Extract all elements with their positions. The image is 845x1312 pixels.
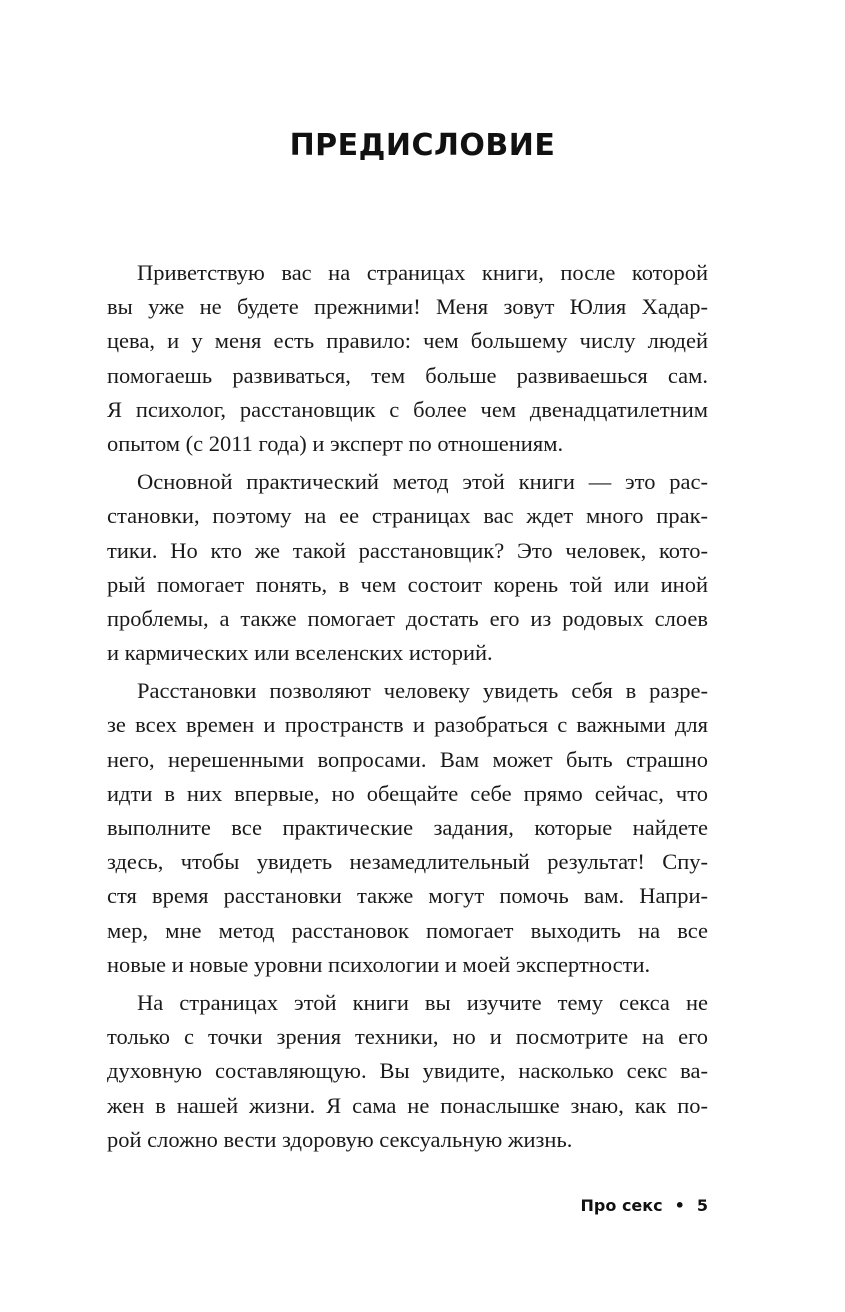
text-line: стя время расстановки также могут помочь вам. Напри- (107, 883, 708, 909)
text-line: Расстановки позволяют человеку увидеть себя в разре- (137, 678, 708, 704)
text-line: Основной практический метод этой книги — это рас- (137, 469, 708, 495)
text-line: проблемы, а также помогает достать его из родовых слоев (107, 605, 708, 631)
text-line: помогаешь развиваться, тем больше развиваешься сам. (107, 362, 708, 388)
text-line: идти в них впервые, но обещайте себе прямо сейчас, что (107, 780, 708, 806)
page-number: 5 (696, 1196, 708, 1215)
text-line: него, нерешенными вопросами. Вам может быть страшно (107, 746, 708, 772)
text-line: цева, и у меня есть правило: чем большему числу людей (107, 328, 708, 354)
body-text (107, 256, 708, 1161)
text-line: Я психолог, расстановщик с более чем двенадцатилетним (107, 396, 708, 422)
text-line: тики. Но кто же такой расстановщик? Это человек, кото- (107, 537, 708, 563)
text-line: На страницах этой книги вы изучите тему секса не (137, 989, 708, 1015)
text-line: зе всех времен и пространств и разобраться с важными для (107, 712, 708, 738)
text-line: духовную составляющую. Вы увидите, насколько секс ва- (107, 1058, 708, 1084)
page-footer (581, 1196, 708, 1215)
paragraph (107, 674, 708, 982)
text-line: выполните все практические задания, которые найдете (107, 815, 708, 840)
text-line: здесь, чтобы увидеть незамедлительный результат! Спу- (107, 849, 708, 875)
text-line: Приветствую вас на страницах книги, после которой (137, 260, 708, 285)
text-line: только с точки зрения техники, но и посмотрите на его (107, 1024, 708, 1050)
paragraph (107, 465, 708, 670)
text-line: жен в нашей жизни. Я сама не понаслышке знаю, как по- (107, 1092, 708, 1118)
paragraph (107, 256, 708, 461)
text-line: новые и новые уровни психологии и моей экспертности. (107, 951, 651, 977)
chapter-title: ПРЕДИСЛОВИЕ (289, 128, 556, 163)
paragraph (107, 986, 708, 1157)
separator-dot: • (674, 1196, 685, 1215)
text-line: вы уже не будете прежними! Меня зовут Юлия Хадар- (107, 294, 708, 320)
text-line: рой сложно вести здоровую сексуальную жизнь. (107, 1126, 573, 1152)
text-line: мер, мне метод расстановок помогает выходить на все (107, 917, 708, 943)
text-line: опытом (с 2011 года) и эксперт по отношениям. (107, 430, 564, 456)
text-line: и кармических или вселенских историй. (107, 640, 493, 666)
text-line: рый помогает понять, в чем состоит корень той или иной (107, 571, 708, 597)
text-line: становки, поэтому на ее страницах вас ждет много прак- (107, 503, 708, 529)
running-title: Про секс (580, 1196, 663, 1215)
